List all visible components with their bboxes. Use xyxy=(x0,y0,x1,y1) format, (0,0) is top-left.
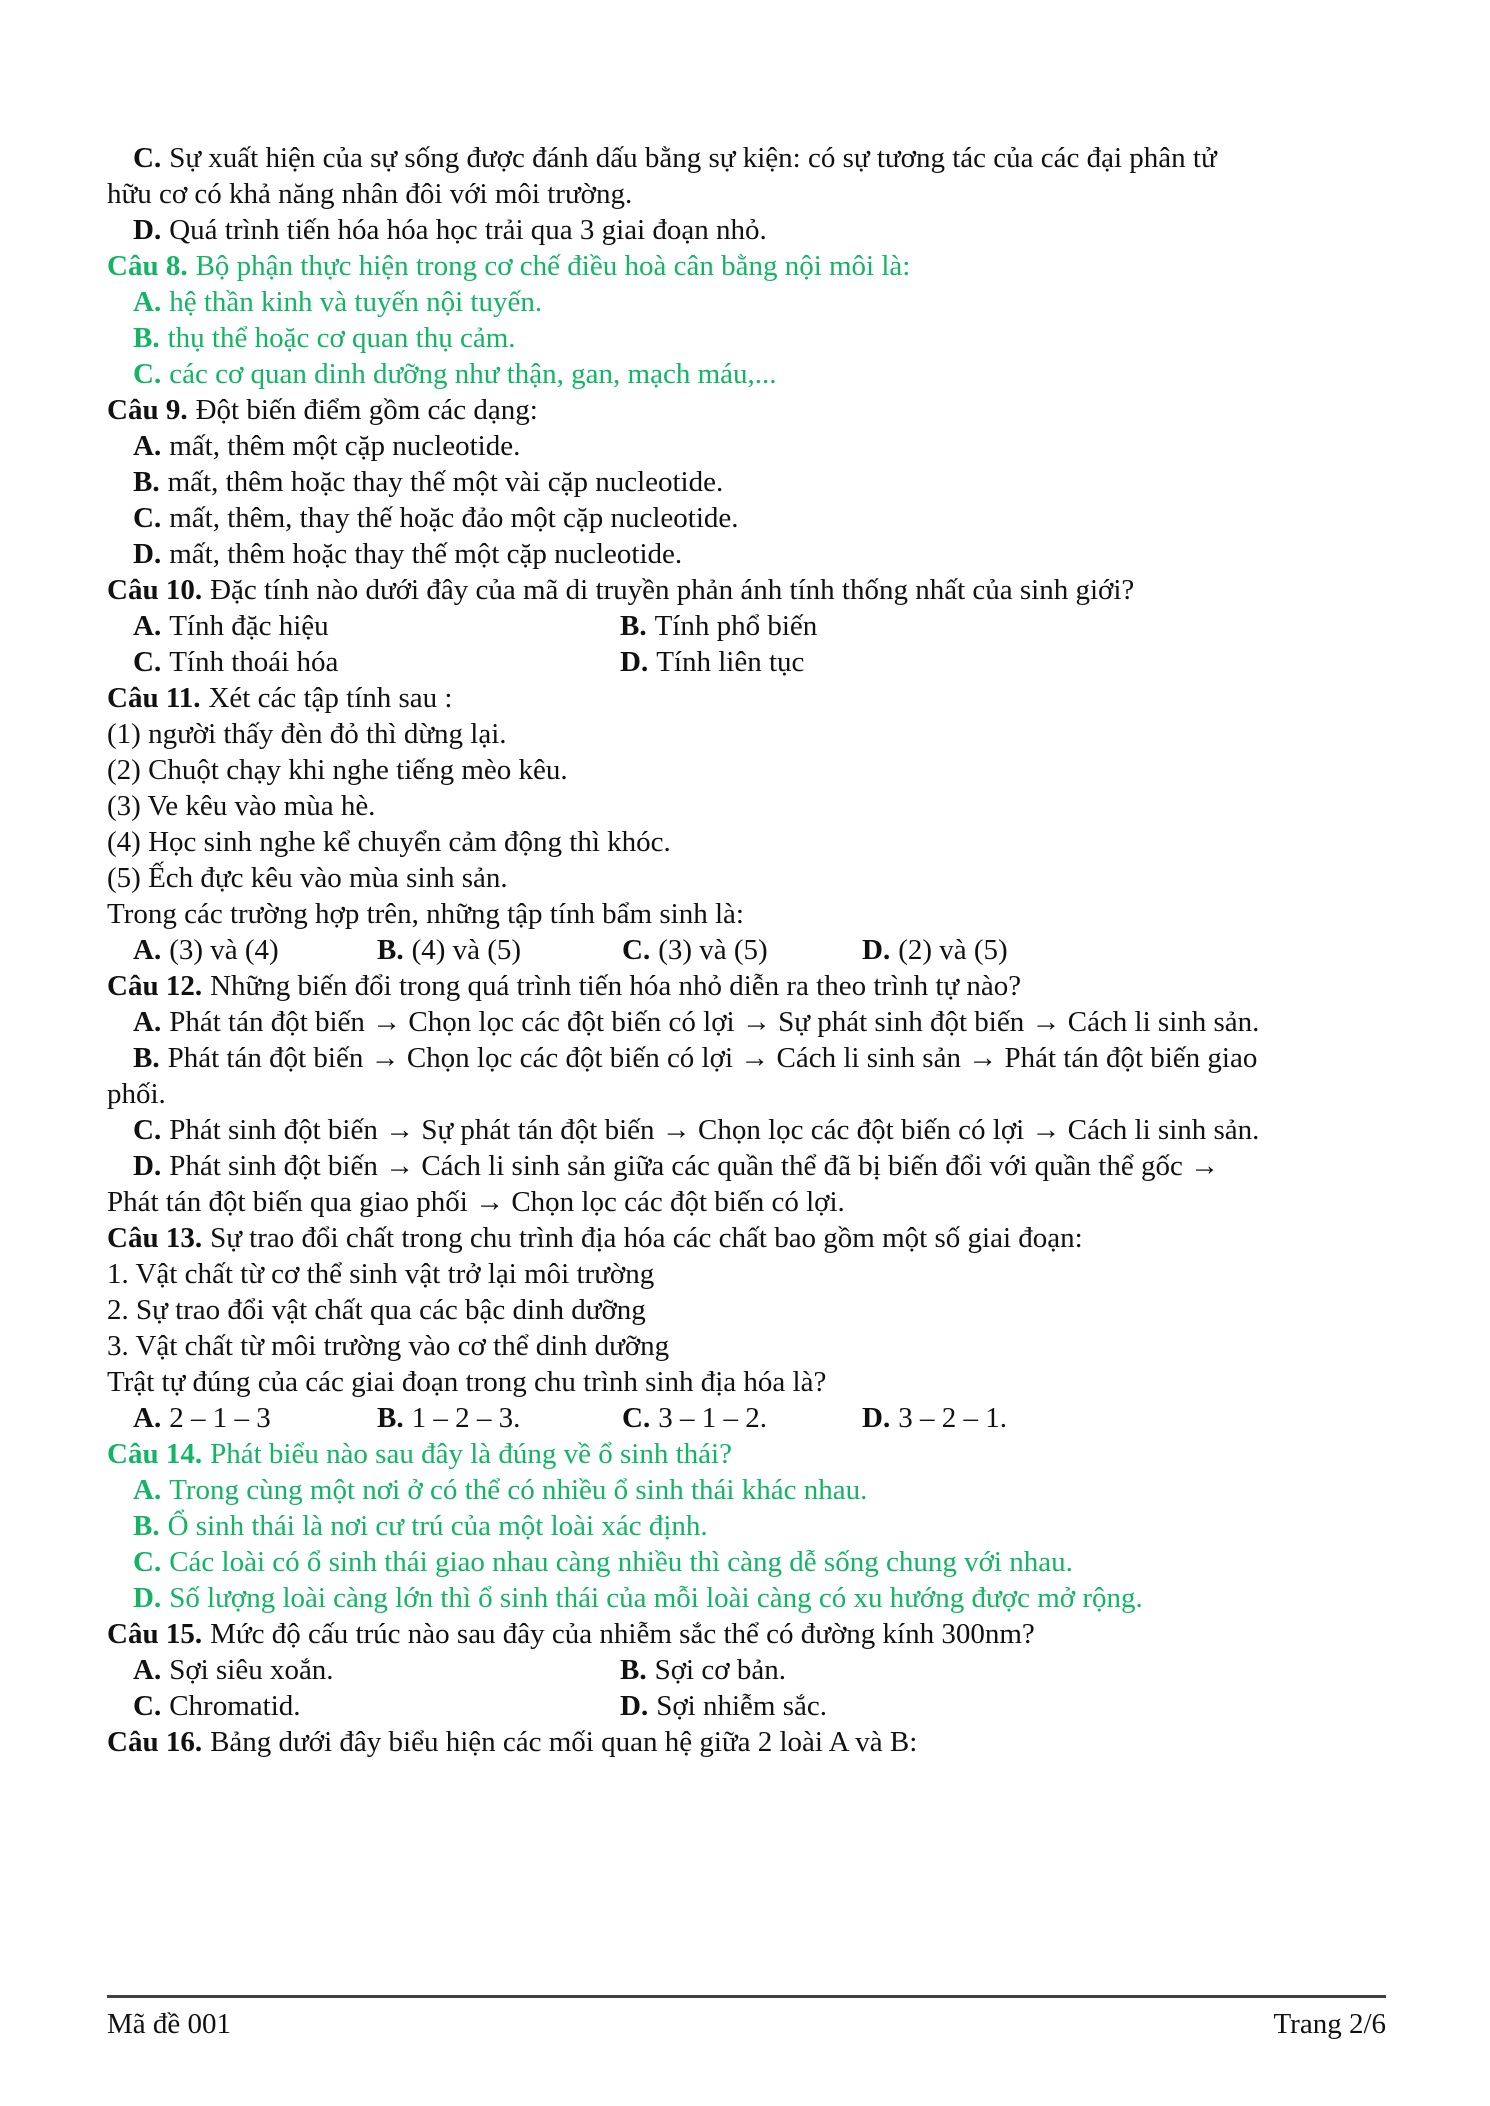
option-letter: C. xyxy=(133,1114,162,1146)
option-text: Sợi cơ bản. xyxy=(654,1654,786,1686)
text-line xyxy=(107,1076,1397,1112)
option-text: (3) và (5) xyxy=(658,934,768,966)
line-text: mất, thêm, thay thế hoặc đảo một cặp nucleotide. xyxy=(169,502,739,534)
text-line xyxy=(107,212,1397,248)
line-text: Phát sinh đột biến → Sự phát tán đột biến → Chọn lọc các đột biến có lợi → Cách li sinh sản. xyxy=(169,1114,1260,1146)
line-text: Trong các trường hợp trên, những tập tính bẩm sinh là: xyxy=(107,898,744,930)
option-letter: A. xyxy=(133,934,162,966)
question-number: Câu 14. xyxy=(107,1438,203,1470)
question-number: Câu 11. xyxy=(107,682,201,714)
question-line xyxy=(107,1436,1397,1472)
text-line xyxy=(107,1184,1397,1220)
option-letter: A. xyxy=(133,286,162,318)
text-line xyxy=(107,860,1397,896)
option-text: Sợi nhiễm sắc. xyxy=(656,1690,827,1722)
text-line xyxy=(107,356,1397,392)
line-text: mất, thêm hoặc thay thế một vài cặp nucleotide. xyxy=(167,466,724,498)
option-letter: A. xyxy=(133,1654,162,1686)
option-letter: B. xyxy=(620,610,647,642)
answer-option xyxy=(133,644,338,680)
line-text: Phát tán đột biến → Chọn lọc các đột biến có lợi → Sự phát sinh đột biến → Cách li sinh sản. xyxy=(169,1006,1260,1038)
option-letter: D. xyxy=(133,1150,162,1182)
question-line xyxy=(107,392,1397,428)
option-letter: D. xyxy=(133,538,162,570)
option-letter: D. xyxy=(620,646,649,678)
text-line xyxy=(107,1328,1397,1364)
option-text: 3 – 1 – 2. xyxy=(658,1402,767,1434)
option-letter: A. xyxy=(133,430,162,462)
answer-option xyxy=(622,1400,767,1436)
line-text: Phát tán đột biến qua giao phối → Chọn lọc các đột biến có lợi. xyxy=(107,1186,845,1218)
answer-option xyxy=(377,932,521,968)
option-letter: D. xyxy=(620,1690,649,1722)
question-line xyxy=(107,1616,1397,1652)
text-line xyxy=(107,140,1397,176)
option-letter: C. xyxy=(133,358,162,390)
answer-option xyxy=(862,1400,1007,1436)
text-line xyxy=(107,752,1397,788)
text-line xyxy=(107,320,1397,356)
question-number: Câu 8. xyxy=(107,250,188,282)
footer-exam-code: Mã đề 001 xyxy=(107,2008,232,2040)
line-text: (3) Ve kêu vào mùa hè. xyxy=(107,790,376,822)
option-letter: B. xyxy=(620,1654,647,1686)
text-line xyxy=(107,1148,1397,1184)
text-line xyxy=(107,428,1397,464)
text-line xyxy=(107,1040,1397,1076)
footer-page-number: Trang 2/6 xyxy=(1273,2008,1386,2040)
line-text: Sự trao đổi chất trong chu trình địa hóa các chất bao gồm một số giai đoạn: xyxy=(210,1222,1083,1254)
line-text: thụ thể hoặc cơ quan thụ cảm. xyxy=(167,322,516,354)
answer-option xyxy=(133,932,279,968)
line-text: Những biến đổi trong quá trình tiến hóa nhỏ diễn ra theo trình tự nào? xyxy=(210,970,1022,1002)
line-text: Phát sinh đột biến → Cách li sinh sản giữa các quần thể đã bị biến đổi với quần thể gốc → xyxy=(169,1150,1220,1182)
line-text: hữu cơ có khả năng nhân đôi với môi trường. xyxy=(107,178,633,210)
option-letter: D. xyxy=(133,1582,162,1614)
line-text: Bảng dưới đây biểu hiện các mối quan hệ giữa 2 loài A và B: xyxy=(210,1726,918,1758)
option-text: Tính đặc hiệu xyxy=(169,610,329,642)
text-line xyxy=(107,1544,1397,1580)
option-letter: A. xyxy=(133,610,162,642)
line-text: hệ thần kinh và tuyến nội tuyến. xyxy=(169,286,543,318)
text-line xyxy=(107,1472,1397,1508)
option-text: 3 – 2 – 1. xyxy=(898,1402,1007,1434)
line-text: Bộ phận thực hiện trong cơ chế điều hoà cân bằng nội môi là: xyxy=(195,250,911,282)
option-letter: C. xyxy=(133,502,162,534)
option-text: (3) và (4) xyxy=(169,934,279,966)
question-number: Câu 16. xyxy=(107,1726,203,1758)
option-letter: C. xyxy=(133,646,162,678)
option-letter: B. xyxy=(133,322,160,354)
text-line xyxy=(107,500,1397,536)
option-letter: C. xyxy=(133,1690,162,1722)
line-text: 1. Vật chất từ cơ thể sinh vật trở lại môi trường xyxy=(107,1258,655,1290)
answer-option xyxy=(862,932,1008,968)
line-text: 3. Vật chất từ môi trường vào cơ thể dinh dưỡng xyxy=(107,1330,670,1362)
text-line xyxy=(107,1580,1397,1616)
option-letter: D. xyxy=(133,214,162,246)
line-text: mất, thêm một cặp nucleotide. xyxy=(169,430,521,462)
option-text: Chromatid. xyxy=(169,1690,301,1722)
option-text: Sợi siêu xoắn. xyxy=(169,1654,334,1686)
text-line xyxy=(107,536,1397,572)
answer-options-row xyxy=(107,1400,1397,1436)
line-text: mất, thêm hoặc thay thế một cặp nucleotide. xyxy=(169,538,683,570)
text-line xyxy=(107,788,1397,824)
text-line xyxy=(107,1508,1397,1544)
line-text: Mức độ cấu trúc nào sau đây của nhiễm sắc thể có đường kính 300nm? xyxy=(210,1618,1035,1650)
option-letter: C. xyxy=(622,1402,651,1434)
option-letter: B. xyxy=(377,934,404,966)
line-text: (1) người thấy đèn đỏ thì dừng lại. xyxy=(107,718,507,750)
line-text: phối. xyxy=(107,1078,166,1110)
line-text: các cơ quan dinh dưỡng như thận, gan, mạch máu,... xyxy=(169,358,777,390)
answer-option xyxy=(620,1688,827,1724)
question-line xyxy=(107,968,1397,1004)
option-text: Tính phổ biến xyxy=(654,610,818,642)
line-text: Đặc tính nào dưới đây của mã di truyền phản ánh tính thống nhất của sinh giới? xyxy=(210,574,1135,606)
text-line xyxy=(107,716,1397,752)
line-text: Phát biểu nào sau đây là đúng về ổ sinh thái? xyxy=(210,1438,732,1470)
text-line xyxy=(107,464,1397,500)
option-letter: C. xyxy=(133,1546,162,1578)
line-text: Đột biến điểm gồm các dạng: xyxy=(195,394,538,426)
line-text: (2) Chuột chạy khi nghe tiếng mèo kêu. xyxy=(107,754,568,786)
answer-options-row xyxy=(107,1652,1397,1688)
line-text: (5) Ếch đực kêu vào mùa sinh sản. xyxy=(107,862,508,894)
answer-options-row xyxy=(107,1688,1397,1724)
document-content xyxy=(107,140,1397,1760)
answer-option xyxy=(620,608,817,644)
answer-option xyxy=(620,1652,786,1688)
question-number: Câu 10. xyxy=(107,574,203,606)
option-letter: D. xyxy=(862,934,891,966)
page-footer xyxy=(107,1995,1386,2041)
line-text: Ổ sinh thái là nơi cư trú của một loài xác định. xyxy=(167,1510,708,1542)
question-line xyxy=(107,1220,1397,1256)
option-letter: B. xyxy=(133,466,160,498)
question-number: Câu 13. xyxy=(107,1222,203,1254)
text-line xyxy=(107,176,1397,212)
answer-option xyxy=(133,608,329,644)
text-line xyxy=(107,824,1397,860)
text-line xyxy=(107,284,1397,320)
option-letter: C. xyxy=(133,142,162,174)
text-line xyxy=(107,896,1397,932)
answer-option xyxy=(377,1400,520,1436)
line-text: 2. Sự trao đổi vật chất qua các bậc dinh dưỡng xyxy=(107,1294,646,1326)
answer-option xyxy=(133,1688,301,1724)
text-line xyxy=(107,1292,1397,1328)
option-letter: A. xyxy=(133,1402,162,1434)
text-line xyxy=(107,1256,1397,1292)
option-letter: A. xyxy=(133,1474,162,1506)
line-text: Phát tán đột biến → Chọn lọc các đột biến có lợi → Cách li sinh sản → Phát tán đột biến giao xyxy=(167,1042,1258,1074)
question-line xyxy=(107,572,1397,608)
text-line xyxy=(107,1112,1397,1148)
option-letter: A. xyxy=(133,1006,162,1038)
option-text: Tính liên tục xyxy=(656,646,805,678)
line-text: Sự xuất hiện của sự sống được đánh dấu bằng sự kiện: có sự tương tác của các đại phân tử xyxy=(169,142,1217,174)
option-text: 2 – 1 – 3 xyxy=(169,1402,271,1434)
option-text: (2) và (5) xyxy=(898,934,1008,966)
option-text: 1 – 2 – 3. xyxy=(411,1402,521,1434)
answer-options-row xyxy=(107,644,1397,680)
answer-option xyxy=(620,644,804,680)
option-letter: B. xyxy=(133,1510,160,1542)
line-text: Xét các tập tính sau : xyxy=(208,682,453,714)
question-number: Câu 15. xyxy=(107,1618,203,1650)
option-letter: B. xyxy=(377,1402,404,1434)
question-number: Câu 9. xyxy=(107,394,188,426)
line-text: Số lượng loài càng lớn thì ổ sinh thái của mỗi loài càng có xu hướng được mở rộng. xyxy=(169,1582,1143,1614)
answer-options-row xyxy=(107,608,1397,644)
option-text: (4) và (5) xyxy=(411,934,522,966)
option-letter: D. xyxy=(862,1402,891,1434)
text-line xyxy=(107,1364,1397,1400)
text-line xyxy=(107,1004,1397,1040)
question-line xyxy=(107,680,1397,716)
line-text: Các loài có ổ sinh thái giao nhau càng nhiều thì càng dễ sống chung với nhau. xyxy=(169,1546,1073,1578)
question-number: Câu 12. xyxy=(107,970,203,1002)
option-letter: B. xyxy=(133,1042,160,1074)
answer-option xyxy=(622,932,768,968)
line-text: Quá trình tiến hóa hóa học trải qua 3 giai đoạn nhỏ. xyxy=(169,214,767,246)
option-letter: C. xyxy=(622,934,651,966)
answer-option xyxy=(133,1400,271,1436)
answer-options-row xyxy=(107,932,1397,968)
question-line xyxy=(107,1724,1397,1760)
line-text: Trật tự đúng của các giai đoạn trong chu trình sinh địa hóa là? xyxy=(107,1366,827,1398)
line-text: Trong cùng một nơi ở có thể có nhiều ổ sinh thái khác nhau. xyxy=(169,1474,868,1506)
option-text: Tính thoái hóa xyxy=(169,646,339,678)
question-line xyxy=(107,248,1397,284)
answer-option xyxy=(133,1652,334,1688)
line-text: (4) Học sinh nghe kể chuyển cảm động thì khóc. xyxy=(107,826,671,858)
